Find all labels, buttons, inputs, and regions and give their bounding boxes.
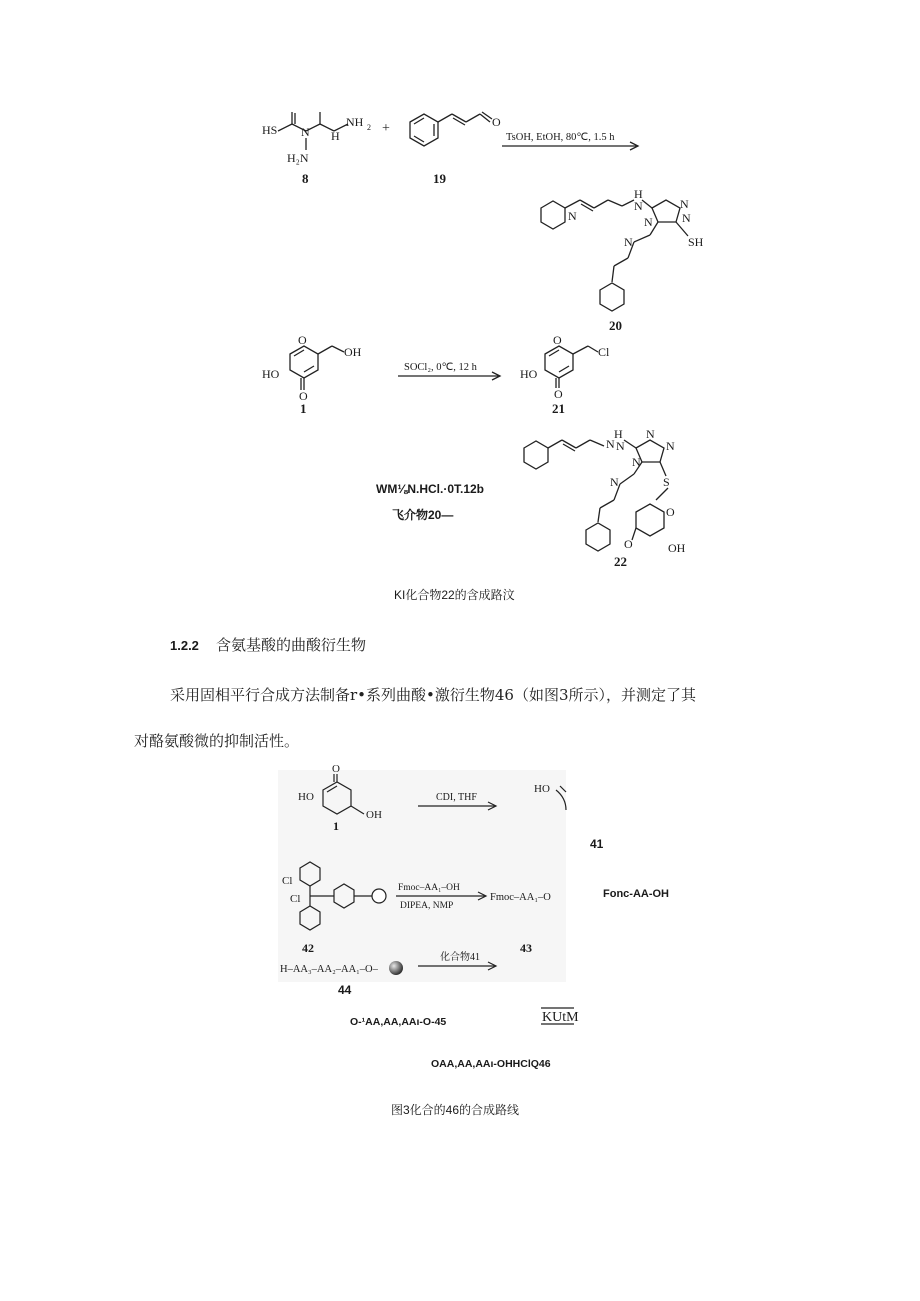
atom-cl-21: Cl xyxy=(598,345,610,359)
atom-n-ring-20c: N xyxy=(644,215,653,229)
atom-h2n: H₂N xyxy=(287,151,309,165)
atom-ho-41: HO xyxy=(534,783,550,795)
compound-number-8: 8 xyxy=(302,171,309,186)
atom-o-carbonyl-21: O xyxy=(554,387,563,401)
compound-number-19: 19 xyxy=(433,171,446,186)
compound-number-44: 44 xyxy=(338,983,352,997)
atom-o-ring-1: O xyxy=(298,333,307,347)
compound-number-42: 42 xyxy=(302,941,314,955)
reaction-conditions-2: SOCl₂, 0℃, 12 h xyxy=(404,362,477,373)
atom-n-22a: N xyxy=(606,437,615,451)
ocr-text-kutm: KUtM xyxy=(542,1010,579,1025)
figure-caption-1: KI化合物22的含成路汶 xyxy=(394,588,515,602)
atom-s-22: S xyxy=(663,475,670,489)
atom-ho-21: HO xyxy=(520,367,538,381)
reaction-conditions-cdi: CDI, THF xyxy=(436,792,477,803)
section-title: 含氨基酸的曲酸衍生物 xyxy=(216,636,367,654)
atom-sh-20: SH xyxy=(688,235,704,249)
atom-n-ring-20b: N xyxy=(682,211,691,225)
atom-nh2: NH xyxy=(346,115,364,129)
section-number: 1.2.2 xyxy=(170,638,199,653)
atom-o-top: O xyxy=(332,763,340,775)
atom-o-carbonyl-1: O xyxy=(299,389,308,403)
compound-number-21: 21 xyxy=(552,401,565,416)
reaction-conditions-1: TsOH, EtOH, 80℃, 1.5 h xyxy=(506,132,615,143)
atom-n-imine-20: N xyxy=(624,235,633,249)
compound-number-22: 22 xyxy=(614,554,627,569)
atom-o-ring-22: O xyxy=(666,505,675,519)
atom-oh: OH xyxy=(366,809,382,821)
atom-n-20a: N xyxy=(568,209,577,223)
atom-h-22: H xyxy=(614,427,623,441)
atom-n-ring-22a: N xyxy=(646,427,655,441)
ocr-text-line-45: O-¹AA,AA,AAı-O-45 xyxy=(350,1016,447,1028)
atom-n-22b: N xyxy=(616,439,625,453)
compound-number-1: 1 xyxy=(300,401,307,416)
figure-caption-3: 图3化合的46的合成路线 xyxy=(391,1103,520,1117)
atom-cl-1: Cl xyxy=(282,875,293,887)
atom-o-aldehyde: O xyxy=(492,115,501,129)
reaction-conditions-41: 化合物41 xyxy=(440,952,480,963)
compound-number-20: 20 xyxy=(609,318,622,333)
atom-ho: HO xyxy=(298,791,314,803)
atom-n-ring-20a: N xyxy=(680,197,689,211)
ocr-text-line-46: OAA,AA,AAı-OHHClQ46 xyxy=(431,1058,551,1070)
compound-number-43: 43 xyxy=(520,941,532,955)
atom-h: H xyxy=(331,129,340,143)
atom-o-carbonyl-22: O xyxy=(624,537,633,551)
atom-ho-1: HO xyxy=(262,367,280,381)
reaction-conditions-fmoc: Fmoc–AA₁–OH xyxy=(398,883,460,893)
atom-n-imine-22: N xyxy=(610,475,619,489)
atom-oh-22: OH xyxy=(668,541,686,555)
atom-h-20: H xyxy=(634,187,643,201)
atom-cl-2: Cl xyxy=(290,893,301,905)
paragraph-line: 对酪氨酸微的抑制活性。 xyxy=(134,732,300,750)
atom-nh2-sub: 2 xyxy=(367,123,371,132)
atom-o-ring-21: O xyxy=(553,333,562,347)
atom-n-ring-22b: N xyxy=(666,439,675,453)
product-43-formula: Fmoc–AA₁–O xyxy=(490,892,551,903)
atom-oh-1: OH xyxy=(344,345,362,359)
atom-n: N xyxy=(301,125,310,139)
reaction-conditions-dipea: DIPEA, NMP xyxy=(400,901,454,911)
ocr-text-line: 飞介物20— xyxy=(392,508,454,522)
atom-hs: HS xyxy=(262,123,278,137)
atom-n-20b: N xyxy=(634,199,643,213)
resin-bead xyxy=(389,961,403,975)
plus-sign: + xyxy=(382,121,390,136)
paragraph-line: 采用固相平行合成方法制备r•系列曲酸•激衍生物46（如图3所示），并测定了其 xyxy=(170,686,696,704)
ocr-text-fmoc: Fonc-AA-OH xyxy=(603,888,669,900)
compound-number-41: 41 xyxy=(590,837,604,851)
ocr-text-line: WM⅛N.HCl.·0T.12b xyxy=(376,482,485,496)
peptide-44-formula: H–AA₃–AA₂–AA₁–O– xyxy=(280,964,378,975)
atom-n-ring-22c: N xyxy=(632,455,641,469)
compound-number-1: 1 xyxy=(333,819,339,833)
